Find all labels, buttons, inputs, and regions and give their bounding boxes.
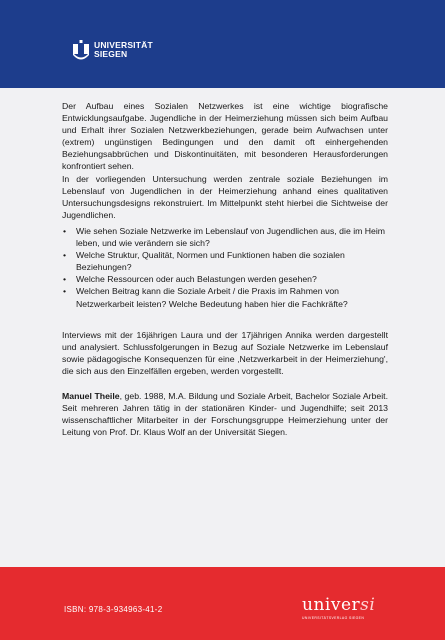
list-item: • Welchen Beitrag kann die Soziale Arbeit / die Praxis im Rahmen von Netzwerkarbeit leisten? Welche Bedeutung haben hier die Fachkräfte? [62,285,388,309]
research-questions-list [62,225,388,310]
publisher-logo [302,595,375,620]
back-cover-text [62,100,388,438]
publisher-name: univer [302,595,361,615]
author-name: Manuel Theile [62,390,120,401]
list-item: • Wie sehen Soziale Netzwerke im Lebenslauf von Jugendlichen aus, die im Heim leben, und wie verändern sie sich? [62,225,388,249]
interviews-paragraph: Interviews mit der 16jährigen Laura und der 17jährigen Annika werden dargestellt und analysiert. Schlussfolgerungen in Bezug auf Soziale Netzwerke im Lebenslauf sowie pädagogische Konsequenzen für eine ‚Netzwerkarbeit in der Heimerziehung', die sich aus den Einzelfällen ergeben, werden vorgestellt. [62,329,388,376]
study-paragraph: In der vorliegenden Untersuchung werden zentrale soziale Beziehungen im Lebenslauf von Jugendlichen in der Heimerziehung anhand eines qualitativen Untersuchungsdesigns rekonstruiert. Im Mittelpunkt steht hierbei die Sichtweise der Jugendlichen. [62,173,388,220]
header-band [0,0,445,88]
list-item: • Welche Ressourcen oder auch Belastungen werden gesehen? [62,273,388,285]
isbn-number: ISBN: 978-3-934963-41-2 [64,605,163,614]
author-bio-text: , geb. 1988, M.A. Bildung und Soziale Arbeit, Bachelor Soziale Arbeit. Seit mehreren Jahren tätig in der stationären Kinder- und Jugendhilfe; seit 2013 wissenschaftlicher Mitarbeiter in der Forschungsgruppe Heimerziehung unter der Leitung von Prof. Dr. Klaus Wolf an der Universität Siegen. [62,390,388,438]
university-logo-icon [72,40,90,60]
intro-paragraph: Der Aufbau eines Sozialen Netzwerkes ist eine wichtige biografische Entwicklungsaufgabe. Jugendliche in der Heimerziehung müssen sich beim Aufbau und Erhalt ihrer Sozialen Netzwerkbeziehungen, gerade beim Aufwachsen unter (extrem) ungünstigen Bedingungen und den damit oft einhergehenden Beziehungsabbrüchen und Diskontinuitäten, mit besonderen Herausforderungen konfrontiert sehen. [62,101,388,172]
university-logo [72,40,153,60]
author-bio [62,390,388,438]
publisher-subtitle: UNIVERSITÄTSVERLAG SIEGEN [302,616,365,620]
university-name-line1: UNIVERSITÄT [94,40,153,50]
footer-band [0,567,445,640]
list-item: • Welche Struktur, Qualität, Normen und Funktionen haben die sozialen Beziehungen? [62,249,388,273]
publisher-name-accent: si [360,595,376,615]
university-name-line2: SIEGEN [94,49,128,59]
